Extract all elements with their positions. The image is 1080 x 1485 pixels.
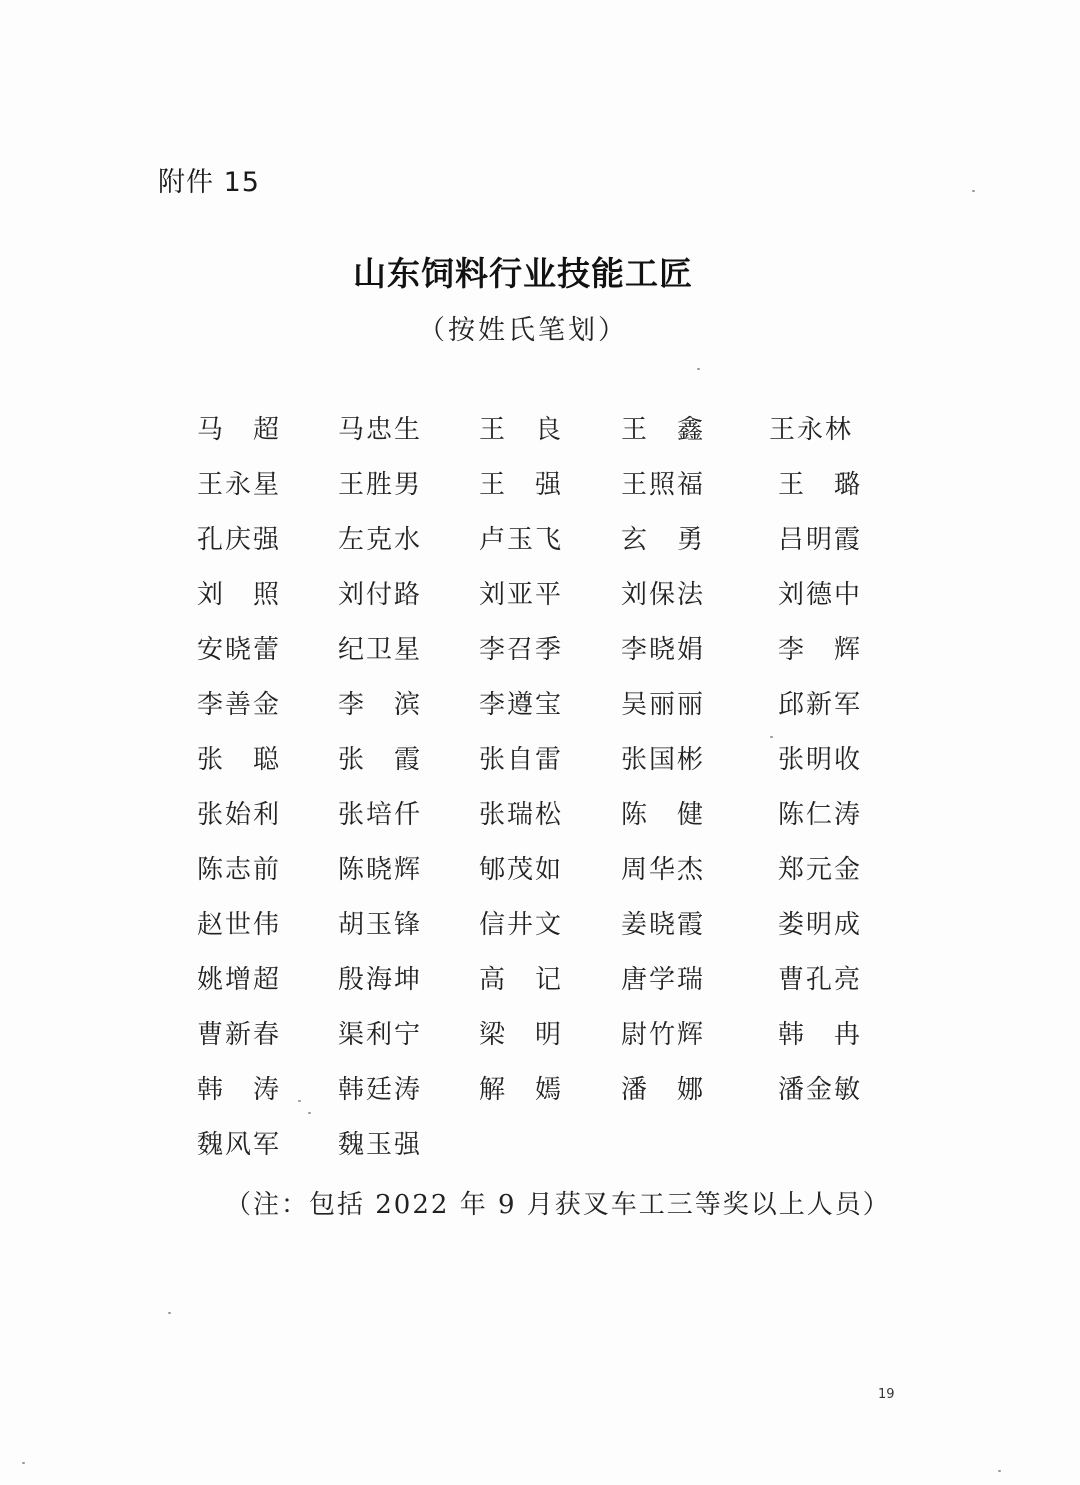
person-name: 赵世伟	[196, 910, 279, 940]
person-name: 王照福	[620, 470, 703, 500]
person-name: 韩 冉	[777, 1020, 860, 1050]
name-row	[0, 568, 1080, 623]
name-row	[0, 458, 1080, 513]
person-name: 李召季	[478, 635, 561, 665]
person-name: 陈志前	[196, 855, 279, 885]
person-name: 邱新军	[777, 690, 860, 720]
person-name: 王永星	[196, 470, 279, 500]
person-name: 左克水	[337, 525, 420, 555]
name-row	[0, 1118, 1080, 1173]
person-name: 李 滨	[337, 690, 420, 720]
person-name: 胡玉锋	[337, 910, 420, 940]
document-title: 山东饲料行业技能工匠	[353, 254, 693, 293]
person-name: 安晓蕾	[196, 635, 279, 665]
person-name: 郇茂如	[478, 855, 561, 885]
person-name: 曹新春	[196, 1020, 279, 1050]
scan-speck	[998, 1470, 1001, 1472]
name-row	[0, 1008, 1080, 1063]
scan-speck	[22, 1462, 25, 1464]
person-name: 陈 健	[620, 800, 703, 830]
person-name: 殷海坤	[337, 965, 420, 995]
person-name: 陈晓辉	[337, 855, 420, 885]
person-name: 唐学瑞	[620, 965, 703, 995]
person-name: 魏玉强	[337, 1130, 420, 1160]
person-name: 尉竹辉	[620, 1020, 703, 1050]
person-name: 玄 勇	[620, 525, 703, 555]
person-name: 潘金敏	[777, 1075, 860, 1105]
person-name: 娄明成	[777, 910, 860, 940]
name-row	[0, 788, 1080, 843]
scan-speck	[972, 190, 975, 192]
person-name: 解 嫣	[478, 1075, 561, 1105]
person-name: 刘德中	[777, 580, 860, 610]
person-name: 张国彬	[620, 745, 703, 775]
person-name: 李善金	[196, 690, 279, 720]
name-row	[0, 623, 1080, 678]
person-name: 信井文	[478, 910, 561, 940]
person-name: 郑元金	[777, 855, 860, 885]
person-name: 王胜男	[337, 470, 420, 500]
person-name: 李 辉	[777, 635, 860, 665]
person-name: 张明收	[777, 745, 860, 775]
person-name: 刘保法	[620, 580, 703, 610]
person-name: 张始利	[196, 800, 279, 830]
scan-speck	[697, 368, 700, 370]
person-name: 刘付路	[337, 580, 420, 610]
person-name: 高 记	[478, 965, 561, 995]
person-name: 张 聪	[196, 745, 279, 775]
person-name: 姚增超	[196, 965, 279, 995]
person-name: 梁 明	[478, 1020, 561, 1050]
person-name: 刘 照	[196, 580, 279, 610]
scan-speck	[298, 1100, 301, 1102]
person-name: 张培仟	[337, 800, 420, 830]
person-name: 张瑞松	[478, 800, 561, 830]
person-name: 孔庆强	[196, 525, 279, 555]
scan-speck	[308, 1112, 311, 1114]
scan-speck	[168, 1312, 171, 1314]
person-name: 王 璐	[777, 470, 860, 500]
footnote: （注：包括 2022 年 9 月获叉车工三等奖以上人员）	[225, 1190, 891, 1220]
person-name: 刘亚平	[478, 580, 561, 610]
name-row	[0, 898, 1080, 953]
scan-speck	[770, 736, 773, 738]
person-name: 曹孔亮	[777, 965, 860, 995]
person-name: 周华杰	[620, 855, 703, 885]
person-name: 渠利宁	[337, 1020, 420, 1050]
name-list	[0, 403, 1080, 1173]
name-row	[0, 513, 1080, 568]
page-number: 19	[878, 1387, 895, 1402]
person-name: 李晓娟	[620, 635, 703, 665]
person-name: 魏风军	[196, 1130, 279, 1160]
person-name: 韩廷涛	[337, 1075, 420, 1105]
person-name: 李遵宝	[478, 690, 561, 720]
person-name: 马忠生	[337, 415, 420, 445]
person-name: 纪卫星	[337, 635, 420, 665]
person-name: 王 良	[478, 415, 561, 445]
person-name: 吴丽丽	[620, 690, 703, 720]
person-name: 张自雷	[478, 745, 561, 775]
name-row	[0, 843, 1080, 898]
person-name: 马 超	[196, 415, 279, 445]
name-row	[0, 403, 1080, 458]
person-name: 张 霞	[337, 745, 420, 775]
person-name: 王 强	[478, 470, 561, 500]
document-subtitle: （按姓氏笔划）	[418, 315, 628, 346]
person-name: 陈仁涛	[777, 800, 860, 830]
name-row	[0, 1063, 1080, 1118]
person-name: 王永林	[768, 415, 851, 445]
person-name: 吕明霞	[777, 525, 860, 555]
person-name: 王 鑫	[620, 415, 703, 445]
name-row	[0, 733, 1080, 788]
person-name: 韩 涛	[196, 1075, 279, 1105]
attachment-label: 附件 15	[158, 167, 260, 198]
name-row	[0, 678, 1080, 733]
person-name: 卢玉飞	[478, 525, 561, 555]
person-name: 姜晓霞	[620, 910, 703, 940]
name-row	[0, 953, 1080, 1008]
person-name: 潘 娜	[620, 1075, 703, 1105]
